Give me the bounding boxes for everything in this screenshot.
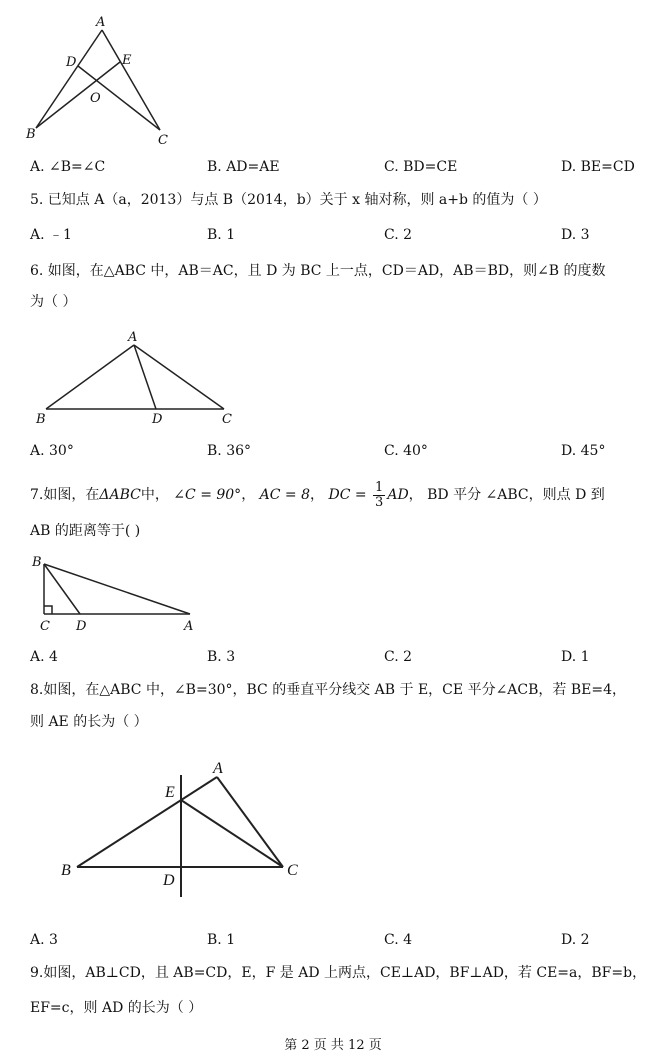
q4-label-O: O [90,91,101,106]
q6-option-b: B. 36° [207,443,252,459]
q4-label-A: A [96,15,106,30]
q4-option-d: D. BE=CD [561,159,635,175]
q7-in: 中， [140,487,169,503]
q5-option-c: C. 2 [384,227,413,243]
q8-stem-line2: 则 AE 的长为（ ） [30,714,148,730]
q8-stem-line1: 8.如图，在△ABC 中，∠B=30°，BC 的垂直平分线交 AB 于 E，CE 平分∠ACB，若 BE=4， [30,682,627,698]
q7-fraction [373,481,385,510]
q6-label-C: C [222,412,232,427]
q5-stem: 5. 已知点 A（a，2013）与点 B（2014，b）关于 x 轴对称，则 a+b 的值为（ ） [30,192,547,208]
q7-label-D: D [76,619,87,634]
q6-figure [30,325,250,435]
q4-label-D: D [66,55,77,70]
q4-option-b: B. AD=AE [207,159,280,175]
q6-label-B: B [36,412,46,427]
q8-figure [55,755,315,905]
q5-option-b: B. 1 [207,227,236,243]
q8-label-D: D [163,872,175,889]
q7-ad: AD [387,487,409,503]
q6-option-c: C. 40° [384,443,428,459]
q7-label-B: B [32,555,42,570]
q7-frac-den: 3 [375,494,384,510]
q9-stem-line2: EF=c，则 AD 的长为（ ） [30,1000,203,1016]
q7-triangle: ΔABC [99,487,141,503]
q6-stem-line2: 为（ ） [30,294,77,310]
q7-sep2: ， [310,487,325,503]
q7-angle: ∠C = 90° [173,487,242,503]
q7-option-a: A. 4 [30,649,58,665]
q7-option-b: B. 3 [207,649,236,665]
q4-label-E: E [122,53,132,68]
q7-figure [26,550,206,635]
q7-frac-num: 1 [375,479,384,495]
q7-label-A: A [184,619,194,634]
q6-option-d: D. 45° [561,443,606,459]
q7-option-c: C. 2 [384,649,413,665]
page-footer: 第 2 页 共 12 页 [284,1038,382,1053]
q8-option-c: C. 4 [384,932,413,948]
q5-option-a: A. ﹣1 [30,227,72,243]
q5-option-d: D. 3 [561,227,590,243]
q4-option-c: C. BD=CE [384,159,458,175]
q8-label-A: A [213,760,223,777]
q7-tail: ，则点 D 到 [528,487,605,503]
q8-label-E: E [165,784,175,801]
q8-label-B: B [61,862,71,879]
q4-label-C: C [158,133,168,148]
q6-label-D: D [152,412,163,427]
q7-bd-text: BD 平分 ∠ABC [427,487,529,503]
q7-prefix: 7.如图，在 [30,487,100,503]
q9-stem-line1: 9.如图，AB⊥CD，且 AB=CD，E，F 是 AD 上两点，CE⊥AD，BF⊥AD，若 CE=a，BF=b， [30,965,647,981]
q4-figure [20,10,190,150]
q8-option-a: A. 3 [30,932,58,948]
q7-sep3: ， [408,487,423,503]
q6-stem-line1: 6. 如图，在△ABC 中，AB＝AC，且 D 为 BC 上一点，CD＝AD，AB＝BD，则∠B 的度数 [30,263,606,279]
q8-label-C: C [287,862,298,879]
q7-stem-line2: AB 的距离等于( ) [30,523,141,539]
q4-option-a: A. ∠B=∠C [30,159,106,175]
q4-label-B: B [26,127,36,142]
q7-sep1: ， [241,487,256,503]
q7-dc-lhs: DC = [328,487,367,503]
q7-stem-line1 [30,480,605,510]
q7-ac: AC = 8 [259,487,311,503]
q6-label-A: A [128,330,138,345]
q7-option-d: D. 1 [561,649,590,665]
q8-option-d: D. 2 [561,932,590,948]
q6-option-a: A. 30° [30,443,74,459]
q8-option-b: B. 1 [207,932,236,948]
q7-label-C: C [40,619,50,634]
